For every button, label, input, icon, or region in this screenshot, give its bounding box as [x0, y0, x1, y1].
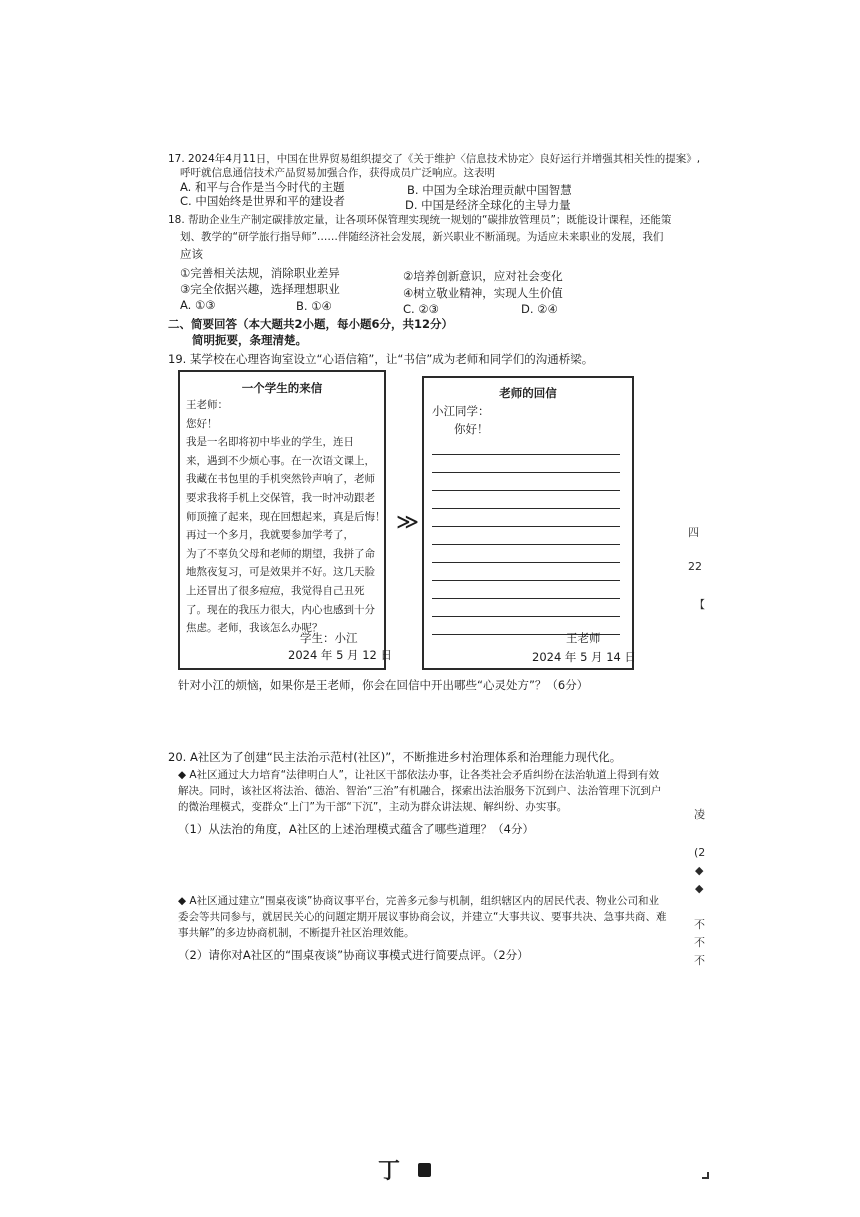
answer-line — [432, 454, 620, 455]
answer-line — [432, 544, 620, 545]
q18-item-3: ③完全依据兴趣，选择理想职业 — [180, 282, 340, 296]
student-letter-line: 来，遇到不少烦心事。在一次语文课上， — [186, 454, 375, 467]
margin-fragment: 22 — [688, 560, 702, 573]
student-letter-line: 我是一名即将初中毕业的学生，连日 — [186, 436, 354, 449]
student-letter-date: 2024 年 5 月 12 日 — [288, 648, 392, 662]
q17-option-a: A. 和平与合作是当今时代的主题 — [180, 180, 345, 194]
q20-paragraph-1-line: 解决。同时，该社区将法治、德治、智治“三治”有机融合，探索出法治服务下沉到户、法治管理下沉到户 — [178, 785, 662, 797]
student-letter-line: 地熬夜复习，可是效果并不好。这几天脸 — [186, 566, 375, 579]
margin-fragment: 四 — [688, 526, 699, 539]
answer-line — [432, 580, 620, 581]
section-subheading: 简明扼要，条理清楚。 — [192, 333, 307, 347]
q18-item-1: ①完善相关法规，消除职业差异 — [180, 266, 340, 280]
student-letter-line: 我藏在书包里的手机突然铃声响了，老师 — [186, 473, 375, 486]
answer-line — [432, 472, 620, 473]
margin-fragment: 不 — [694, 936, 705, 949]
q18-option-d: D. ②④ — [521, 302, 558, 316]
q18-item-2: ②培养创新意识，应对社会变化 — [403, 269, 563, 283]
corner-mark — [702, 1172, 709, 1179]
q20-paragraph-1-line: ◆ A社区通过大力培育“法律明白人”，让社区干部依法办事，让各类社会矛盾纠纷在法治轨道上得到有效 — [178, 769, 659, 781]
answer-line — [432, 526, 620, 527]
teacher-reply-signature: 王老师 — [566, 631, 601, 645]
student-letter-line: 焦虑。老师，我该怎么办呢？ — [186, 622, 323, 635]
q18-item-4: ④树立敬业精神，实现人生价值 — [403, 286, 563, 300]
q17-option-d: D. 中国是经济全球化的主导力量 — [405, 198, 571, 212]
arrow-icon: ≫ — [396, 510, 420, 535]
student-letter-line: 要求我将手机上交保管，我一时冲动跟老 — [186, 492, 375, 504]
q20-paragraph-2-line: ◆ A社区通过建立“围桌夜谈”协商议事平台，完善多元参与机制，组织辖区内的居民代表、物业公司和业 — [178, 895, 659, 907]
q18-option-b: B. ①④ — [296, 299, 332, 313]
page-mark: 丁 — [378, 1159, 401, 1184]
answer-line — [432, 598, 620, 599]
margin-fragment: 凌 — [694, 808, 705, 821]
student-letter-line: 了。现在的我压力很大，内心也感到十分 — [186, 603, 375, 616]
teacher-reply-title: 老师的回信 — [499, 386, 557, 400]
q18-stem-line2: 划、教学的“研学旅行指导师”……伴随经济社会发展，新兴职业不断涌现。为适应未来职业的发展，我们 — [180, 231, 664, 243]
answer-line — [432, 616, 620, 617]
q20-paragraph-1-line: 的微治理模式，变群众“上门”为干部“下沉”，主动为群众讲法规、解纠纷、办实事。 — [178, 801, 568, 813]
teacher-reply-date: 2024 年 5 月 14 日 — [532, 650, 636, 664]
q18-option-c: C. ②③ — [403, 302, 439, 316]
q17-option-c: C. 中国始终是世界和平的建设者 — [180, 194, 345, 208]
q20-subquestion-2: （2）请你对A社区的“围桌夜谈”协商议事模式进行简要点评。（2分） — [178, 948, 529, 962]
student-letter-signature: 学生：小江 — [300, 631, 358, 645]
student-letter-line: 您好！ — [186, 417, 218, 430]
q17-stem-line1: 17. 2024年4月11日，中国在世界贸易组织提交了《关于维护〈信息技术协定〉良好运行并增强其相关性的提案》, — [168, 153, 701, 165]
answer-line — [432, 490, 620, 491]
answer-line — [432, 508, 620, 509]
margin-fragment: 不 — [694, 918, 705, 931]
q20-paragraph-2-line: 委会等共同参与，就居民关心的问题定期开展议事协商会议，并建立“大事共议、要事共决、急事共商、难 — [178, 911, 667, 923]
teacher-reply-box — [422, 376, 634, 670]
q18-option-a: A. ①③ — [180, 298, 216, 312]
q17-stem-line2: 呼吁就信息通信技术产品贸易加强合作，获得成员广泛响应。这表明 — [180, 167, 495, 179]
student-letter-box — [178, 370, 392, 670]
student-letter-line: 王老师： — [186, 399, 228, 411]
student-letter-line: 上还冒出了很多痘痘，我觉得自己丑死 — [186, 585, 365, 597]
answer-line — [432, 562, 620, 563]
student-letter-title: 一个学生的来信 — [241, 381, 323, 395]
q18-stem-line1: 18. 帮助企业生产制定碳排放定量，让各项环保管理实现统一规划的“碳排放管理员”；既能设计课程，还能策 — [168, 214, 672, 226]
teacher-reply-greeting: 小江同学： — [432, 404, 490, 418]
q20-intro: 20. A社区为了创建“民主法治示范村(社区)”，不断推进乡村治理体系和治理能力现代化。 — [168, 750, 622, 764]
q20-subquestion-1: （1）从法治的角度，A社区的上述治理模式蕴含了哪些道理？（4分） — [178, 822, 534, 836]
student-letter-line: 再过一个多月，我就要参加学考了， — [186, 529, 354, 542]
margin-fragment: ◆ — [695, 864, 704, 877]
q20-paragraph-2-line: 事共解”的多边协商机制，不断提升社区治理效能。 — [178, 927, 415, 939]
margin-fragment: (2 — [694, 846, 706, 859]
teacher-reply-hello: 你好！ — [454, 422, 489, 436]
q18-stem-line3: 应该 — [180, 247, 203, 261]
student-letter-line: 为了不辜负父母和老师的期望，我拼了命 — [186, 547, 375, 560]
margin-fragment: ◆ — [695, 882, 704, 895]
margin-fragment: 不 — [694, 954, 705, 967]
q19-question: 针对小江的烦恼，如果你是王老师，你会在回信中开出哪些“心灵处方”？（6分） — [178, 678, 589, 692]
margin-fragment: 【 — [694, 598, 705, 611]
ink-smudge — [418, 1163, 431, 1177]
section-heading: 二、简要回答（本大题共2小题，每小题6分，共12分） — [168, 317, 454, 331]
q19-intro: 19. 某学校在心理咨询室设立“心语信箱”，让“书信”成为老师和同学们的沟通桥梁。 — [168, 352, 594, 366]
student-letter-line: 师顶撞了起来，现在回想起来，真是后悔！ — [186, 510, 386, 523]
q17-option-b: B. 中国为全球治理贡献中国智慧 — [407, 183, 572, 197]
